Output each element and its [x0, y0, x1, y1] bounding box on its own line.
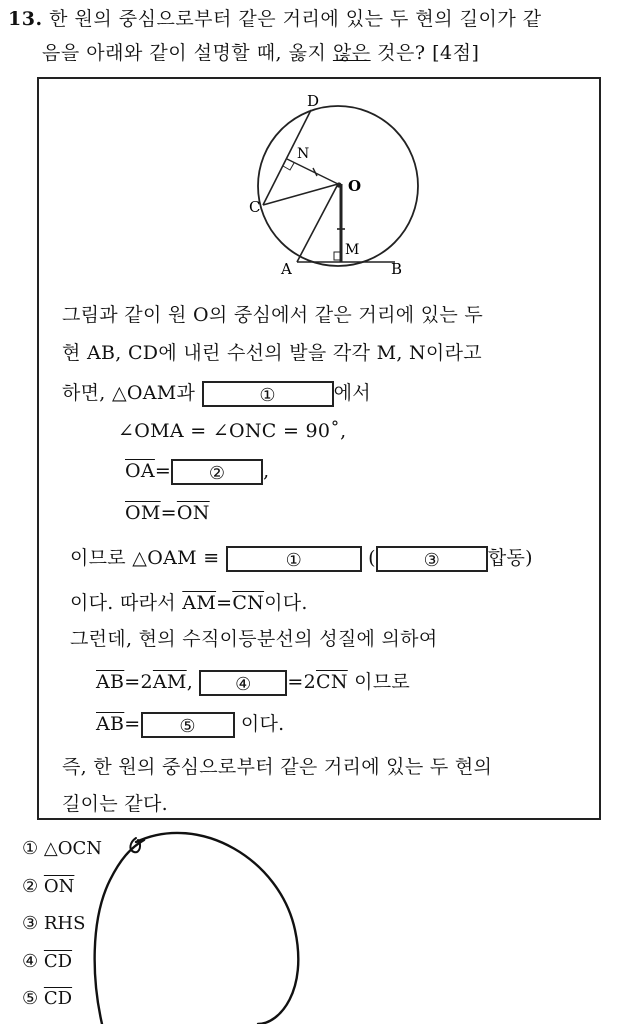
handwritten-circle-mark — [80, 820, 320, 1024]
seg-oa: $\overline{OA}$ — [125, 460, 155, 482]
l10-comma: , — [186, 671, 194, 693]
l11-eq: = — [124, 713, 141, 735]
option-1-text: △OCN — [43, 838, 102, 859]
l11-post: 이다. — [234, 713, 285, 735]
l6-eq: = — [160, 502, 177, 524]
seg-cn: $\overline{CN}$ — [232, 592, 265, 614]
point-o — [336, 182, 341, 187]
question-text-2a: 음을 아래와 같이 설명할 때, 옳지 — [42, 42, 333, 64]
option-3[interactable] — [22, 913, 85, 934]
option-1-mark: ① — [22, 838, 39, 859]
option-5-mark: ⑤ — [22, 988, 39, 1009]
option-2-text: $\overline{ON}$ — [43, 876, 75, 897]
circle-figure — [245, 92, 425, 282]
l3-pre: 하면, △OAM과 — [62, 382, 196, 404]
seg-ab: $\overline{AB}$ — [96, 671, 125, 693]
option-3-text: RHS — [43, 913, 86, 934]
l10-eq2: =2 — [287, 671, 316, 693]
label-d: D — [307, 92, 320, 110]
explanation-line-6 — [125, 502, 210, 524]
explanation-line-3 — [62, 378, 371, 407]
l7-post: 합동) — [487, 547, 533, 569]
segment-oa — [297, 184, 338, 262]
explanation-line-13: 길이는 같다. — [62, 793, 168, 815]
seg-am: $\overline{AM}$ — [182, 592, 217, 614]
explanation-line-2: 현 AB, CD에 내린 수선의 발을 각각 M, N이라고 — [62, 342, 482, 364]
l10-mid: =2 — [124, 671, 153, 693]
option-3-mark: ③ — [22, 913, 39, 934]
option-4-text: $\overline{CD}$ — [43, 951, 73, 972]
label-c: C — [249, 198, 261, 216]
blank-5: ⑤ — [141, 712, 235, 738]
right-angle-mark-n — [283, 163, 294, 170]
blank-2: ② — [171, 459, 263, 485]
explanation-line-10 — [96, 667, 410, 696]
explanation-line-11 — [96, 709, 285, 738]
question-text-1: 한 원의 중심으로부터 같은 거리에 있는 두 현의 길이가 같 — [49, 8, 542, 30]
option-2-mark: ② — [22, 876, 39, 897]
option-4[interactable] — [22, 951, 72, 972]
seg-cn-2: $\overline{CN}$ — [315, 671, 348, 693]
label-n: N — [297, 146, 310, 162]
seg-on: $\overline{ON}$ — [176, 502, 210, 524]
option-5[interactable] — [22, 988, 72, 1009]
segment-oc — [263, 184, 338, 205]
label-a: A — [281, 260, 292, 278]
explanation-line-4: ∠OMA = ∠ONC = 90˚, — [118, 420, 347, 442]
l7-pre: 이므로 △OAM ≡ — [70, 547, 220, 569]
segment-on — [287, 159, 338, 184]
blank-3: ③ — [376, 546, 488, 572]
l7-paren: ( — [368, 547, 376, 569]
question-text-2b: 것은? [4점] — [370, 42, 480, 64]
question-number: 13. — [8, 8, 43, 30]
explanation-line-12: 즉, 한 원의 중심으로부터 같은 거리에 있는 두 현의 — [62, 756, 493, 778]
option-5-text: $\overline{CD}$ — [43, 988, 73, 1009]
explanation-line-7 — [70, 543, 533, 572]
label-m: M — [345, 242, 360, 258]
explanation-line-9: 그런데, 현의 수직이등분선의 성질에 의하여 — [70, 628, 438, 650]
l10-post: 이므로 — [347, 671, 411, 693]
label-o: O — [348, 177, 362, 195]
blank-1: ① — [202, 381, 334, 407]
label-b: B — [391, 260, 403, 278]
option-2[interactable] — [22, 876, 74, 897]
explanation-line-8 — [70, 588, 308, 615]
seg-am-2: $\overline{AM}$ — [152, 671, 187, 693]
seg-ab-2: $\overline{AB}$ — [96, 713, 125, 735]
question-text-2-underlined: 않은 — [332, 42, 371, 64]
l8-pre: 이다. 따라서 — [70, 592, 183, 614]
l8-eq: = — [216, 592, 233, 614]
question-line-2 — [42, 38, 479, 65]
l3-post: 에서 — [333, 382, 371, 404]
l5-eq: = — [154, 460, 172, 482]
l8-post: 이다. — [264, 592, 308, 614]
explanation-line-5 — [125, 459, 269, 485]
question-line-1 — [8, 4, 542, 31]
explanation-line-1: 그림과 같이 원 O의 중심에서 같은 거리에 있는 두 — [62, 304, 484, 326]
l5-post: , — [263, 460, 270, 482]
seg-om: $\overline{OM}$ — [125, 502, 161, 524]
blank-1-repeat: ① — [226, 546, 362, 572]
blank-4: ④ — [199, 670, 287, 696]
option-4-mark: ④ — [22, 951, 39, 972]
